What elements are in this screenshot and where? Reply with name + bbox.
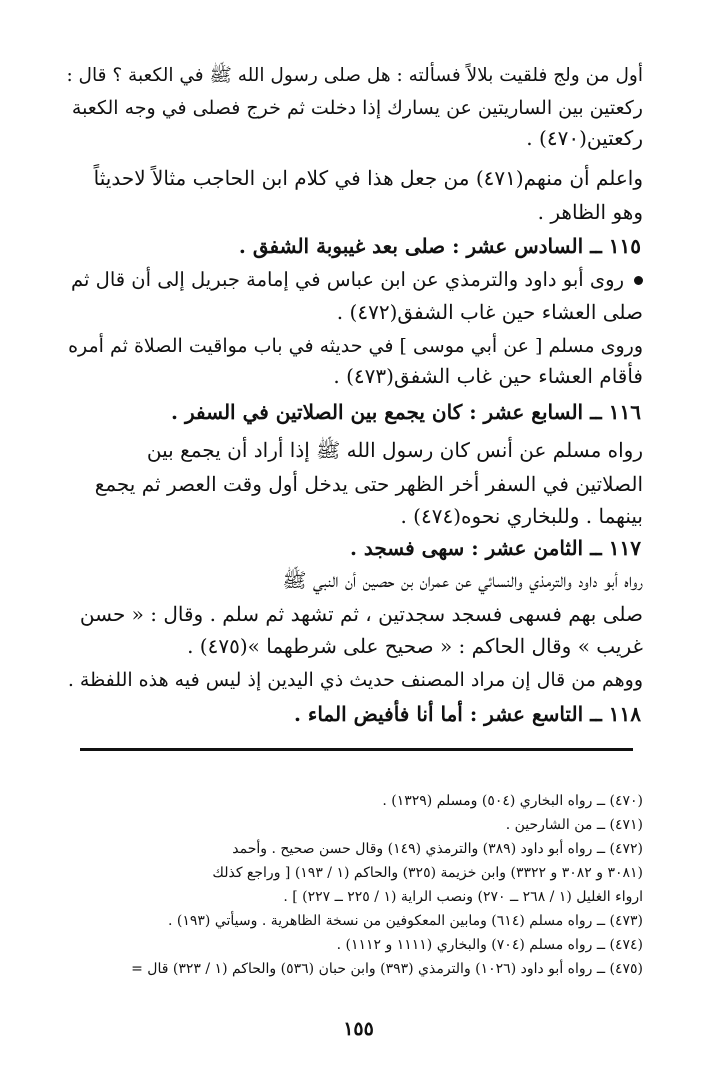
footnote-line: ارواء الغليل (١ / ٢٦٨ ــ ٢٧٠) ونصب الراية (١ / ٢٢٥ ــ ٢٢٧) ] . — [283, 889, 643, 905]
footnote-line: (٤٧٣) ــ رواه مسلم (٦١٤) ومابين المعكوفين من نسخة الظاهرية . وسيأتي (١٩٣) . — [167, 913, 643, 929]
section-heading-115: ١١٥ ــ السادس عشر : صلى بعد غيبوبة الشفق . — [238, 234, 641, 258]
footnote-line: (٤٧٤) ــ رواه مسلم (٧٠٤) والبخاري (١١١١ و ١١١٢) . — [336, 937, 643, 953]
footnote-divider — [80, 748, 633, 751]
body-line: رواه مسلم عن أنس كان رسول الله ﷺ إذا أراد أن يجمع بين — [146, 438, 643, 462]
body-line: ركعتين(٤٧٠) . — [526, 126, 643, 150]
footnote-line: (٤٧٢) ــ رواه أبو داود (٣٨٩) والترمذي (١٤٩) وقال حسن صحيح . وأحمد — [232, 841, 643, 857]
footnote-line: (٤٧٥) ــ رواه أبو داود (١٠٢٦) والترمذي (٣٩٣) وابن حبان (٥٣٦) والحاكم (١ / ٣٢٣) قال = — [131, 961, 643, 977]
section-heading-116: ١١٦ ــ السابع عشر : كان يجمع بين الصلاتين في السفر . — [171, 400, 641, 424]
body-line: فأقام العشاء حين غاب الشفق(٤٧٣) . — [333, 364, 643, 388]
body-line: وهو الظاهر . — [537, 200, 643, 224]
bullet-icon — [634, 276, 643, 285]
body-line: أول من ولج فلقيت بلالاً فسألته : هل صلى رسول الله ﷺ في الكعبة ؟ قال : — [66, 65, 643, 86]
body-line: غريب » وقال الحاكم : « صحيح على شرطهما »(٤٧٥) . — [187, 634, 643, 658]
section-heading-117: ١١٧ ــ الثامن عشر : سهى فسجد . — [349, 536, 641, 560]
body-line-bulleted — [71, 266, 643, 294]
body-line: صلى بهم فسهى فسجد سجدتين ، ثم تشهد ثم سلم . وقال : « حسن — [79, 602, 643, 626]
page-number: ١٥٥ — [343, 1018, 374, 1040]
footnote-line: (٣٠٨١ و ٣٠٨٢ و ٣٣٢٢) وابن خزيمة (٣٢٥) والحاكم (١ / ١٩٣) [ وراجع كذلك — [212, 865, 643, 881]
body-line-text: روى أبو داود والترمذي عن ابن عباس في إمامة جبريل إلى أن قال ثم — [71, 268, 624, 291]
body-line: واعلم أن منهم(٤٧١) من جعل هذا في كلام ابن الحاجب مثالاً لاحديثاً — [93, 166, 643, 190]
section-heading-118: ١١٨ ــ التاسع عشر : أما أنا فأفيض الماء . — [294, 702, 641, 726]
body-line: ركعتين بين الساريتين عن يسارك إذا دخلت ثم خرج فصلى في وجه الكعبة — [71, 97, 643, 119]
body-line: بينهما . وللبخاري نحوه(٤٧٤) . — [400, 504, 643, 528]
body-line: ووهم من قال إن مراد المصنف حديث ذي اليدين إذ ليس فيه هذه اللفظة . — [67, 669, 643, 691]
footnote-line: (٤٧٠) ــ رواه البخاري (٥٠٤) ومسلم (١٣٢٩) . — [382, 793, 643, 809]
body-line: وروى مسلم [ عن أبي موسى ] في حديثه في باب مواقيت الصلاة ثم أمره — [68, 335, 643, 357]
body-line: الصلاتين في السفر أخر الظهر حتى يدخل أول وقت العصر ثم يجمع — [94, 472, 643, 496]
body-line: رواه أبو داود والترمذي والنسائي عن عمران بن حصين أن النبي ﷺ — [282, 568, 643, 592]
body-line: صلى العشاء حين غاب الشفق(٤٧٢) . — [336, 300, 643, 324]
footnote-line: (٤٧١) ــ من الشارحين . — [505, 817, 643, 833]
